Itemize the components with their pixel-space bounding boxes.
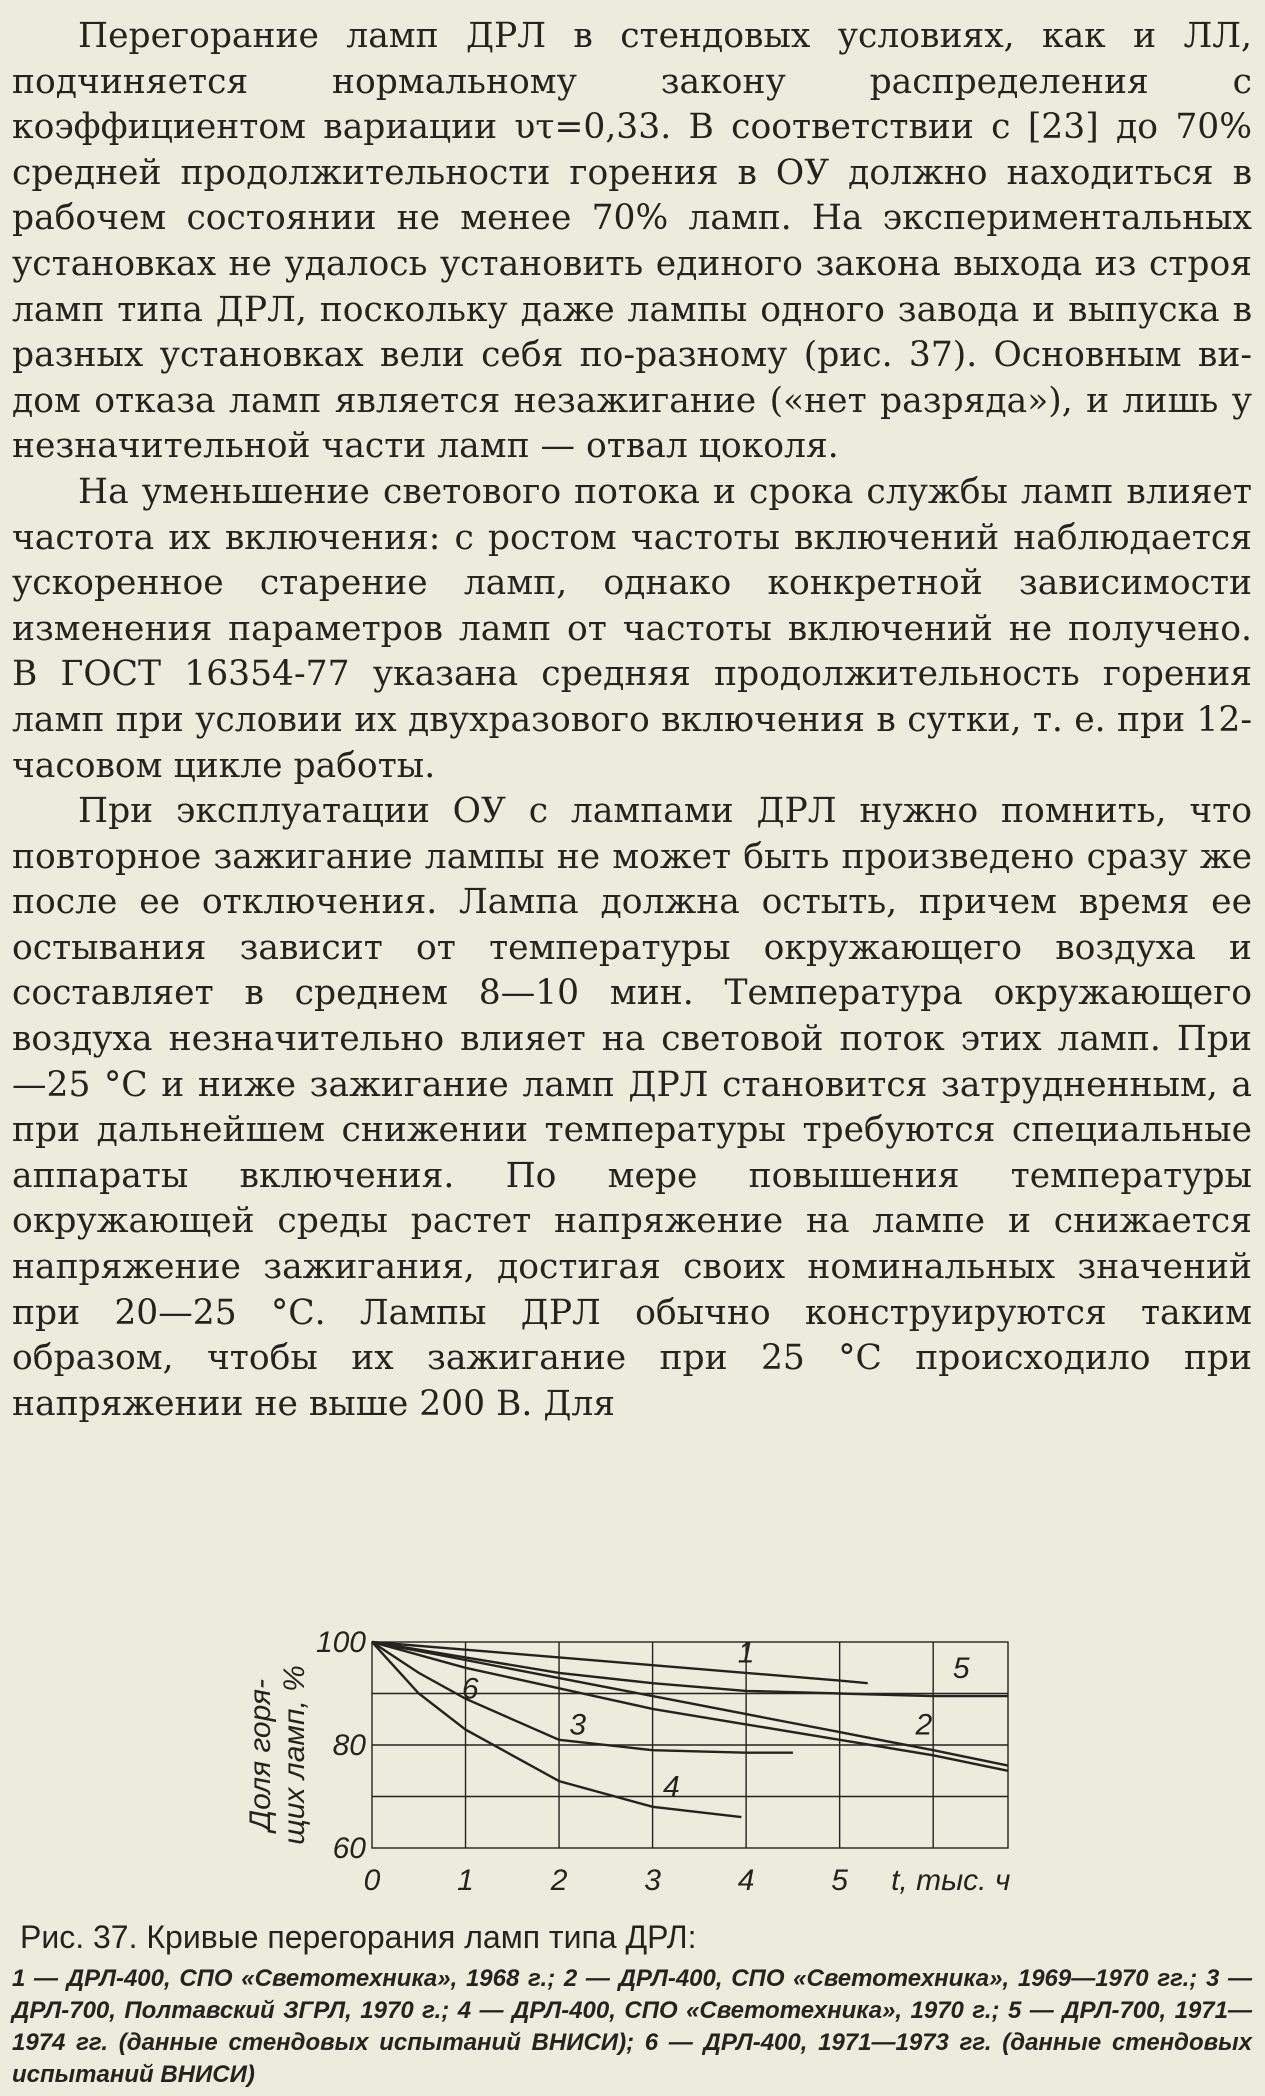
paragraph-3: При эксплуатации ОУ с лампами ДРЛ нужно помнить, что повторное зажигание лампы не может быть произведено сразу же после ее отключения. Лампа должна остыть, причем время ее остывания зависит от температуры окружающего воздуха и составляет в среднем 8—10 мин. Температура окружающего воздуха незначительно влияет на световой поток этих ламп. При —25 °С и ниже зажигание ламп ДРЛ становится затрудненным, а при дальнейшем снижении температуры требуются специальные аппараты включения. По мере повышения температуры окружающей среды растет напряжение на лампе и снижается напряжение зажигания, достигая своих номинальных значений при 20—25 °С. Лампы ДРЛ обычно конструируются таким образом, чтобы их зажигание при 25 °С происходило при напряжении не выше 200 В. Для (12, 791, 1252, 1424)
y-axis-label (244, 1665, 311, 1845)
x-tick-label: 3 (644, 1864, 661, 1897)
y-tick-label: 60 (332, 1832, 366, 1865)
curve-label-4: 4 (662, 1770, 680, 1804)
lamp-failure-chart (230, 1630, 1030, 1905)
paragraph-2: На уменьшение светового потока и срока службы ламп влияет частота их включения: с ростом частоты включений наблюдается ускоренное старение ламп, однако конкретной зависимости изменения параметров ламп от частоты включений не получено. В ГОСТ 16354-77 указана средняя продолжительность горения ламп при условии их двухразового включения в сутки, т. е. при 12-часовом цикле работы. (12, 471, 1252, 786)
caption-legend: 1 — ДРЛ-400, СПО «Светотехника», 1968 г.; 2 — ДРЛ-400, СПО «Светотехника», 1969—1970 гг.; 3 — ДРЛ-700, Полтавский ЗГРЛ, 1970 г.; 4 — ДРЛ-400, СПО «Светотехника», 1970 г.; 5 — ДРЛ-700, 1971—1974 гг. (данные стендовых испытаний ВНИСИ); 6 — ДРЛ-400, 1971—1973 гг. (данные стендовых испытаний ВНИСИ) (12, 1965, 1252, 2088)
x-axis-label: t, тыс. ч (891, 1864, 1011, 1897)
y-tick-label: 100 (315, 1630, 366, 1659)
body-text (12, 14, 1252, 1427)
figure-37 (230, 1630, 1030, 1905)
figure-caption (12, 1917, 1252, 2091)
paragraph-1: Перегорание ламп ДРЛ в стендовых условиях, как и ЛЛ, подчиняется нормальному закону распределения с коэффициентом вариации υτ=0,33. В соответствии с [23] до 70% средней продолжительности горения в ОУ должно находиться в рабочем состоянии не менее 70% ламп. На экспериментальных установках не удалось установить единого закона выхода из строя ламп типа ДРЛ, поскольку даже лампы одного завода и выпуска в разных установках вели себя по-разному (рис. 37). Основным видом отказа ламп является незажигание («нет разряда»), и лишь у незначительной части ламп — отвал цоколя. (12, 16, 1252, 467)
caption-title: Рис. 37. Кривые перегорания ламп типа ДРЛ: (20, 1919, 697, 1955)
curve-label-1: 1 (737, 1636, 755, 1670)
x-tick-label: 2 (550, 1864, 568, 1897)
curve-label-3: 3 (569, 1708, 587, 1742)
y-axis-label-line-1: Доля горя- (244, 1679, 277, 1831)
x-tick-label: 5 (831, 1864, 848, 1897)
x-tick-label: 4 (737, 1864, 755, 1897)
curve-label-2: 2 (915, 1708, 933, 1742)
x-tick-label: 1 (457, 1864, 474, 1897)
y-axis-label-line-2: щих ламп, % (278, 1665, 311, 1845)
x-tick-label: 0 (363, 1864, 381, 1897)
curve-label-6: 6 (461, 1672, 479, 1706)
curve-label-5: 5 (952, 1652, 970, 1686)
y-tick-label: 80 (332, 1729, 366, 1762)
